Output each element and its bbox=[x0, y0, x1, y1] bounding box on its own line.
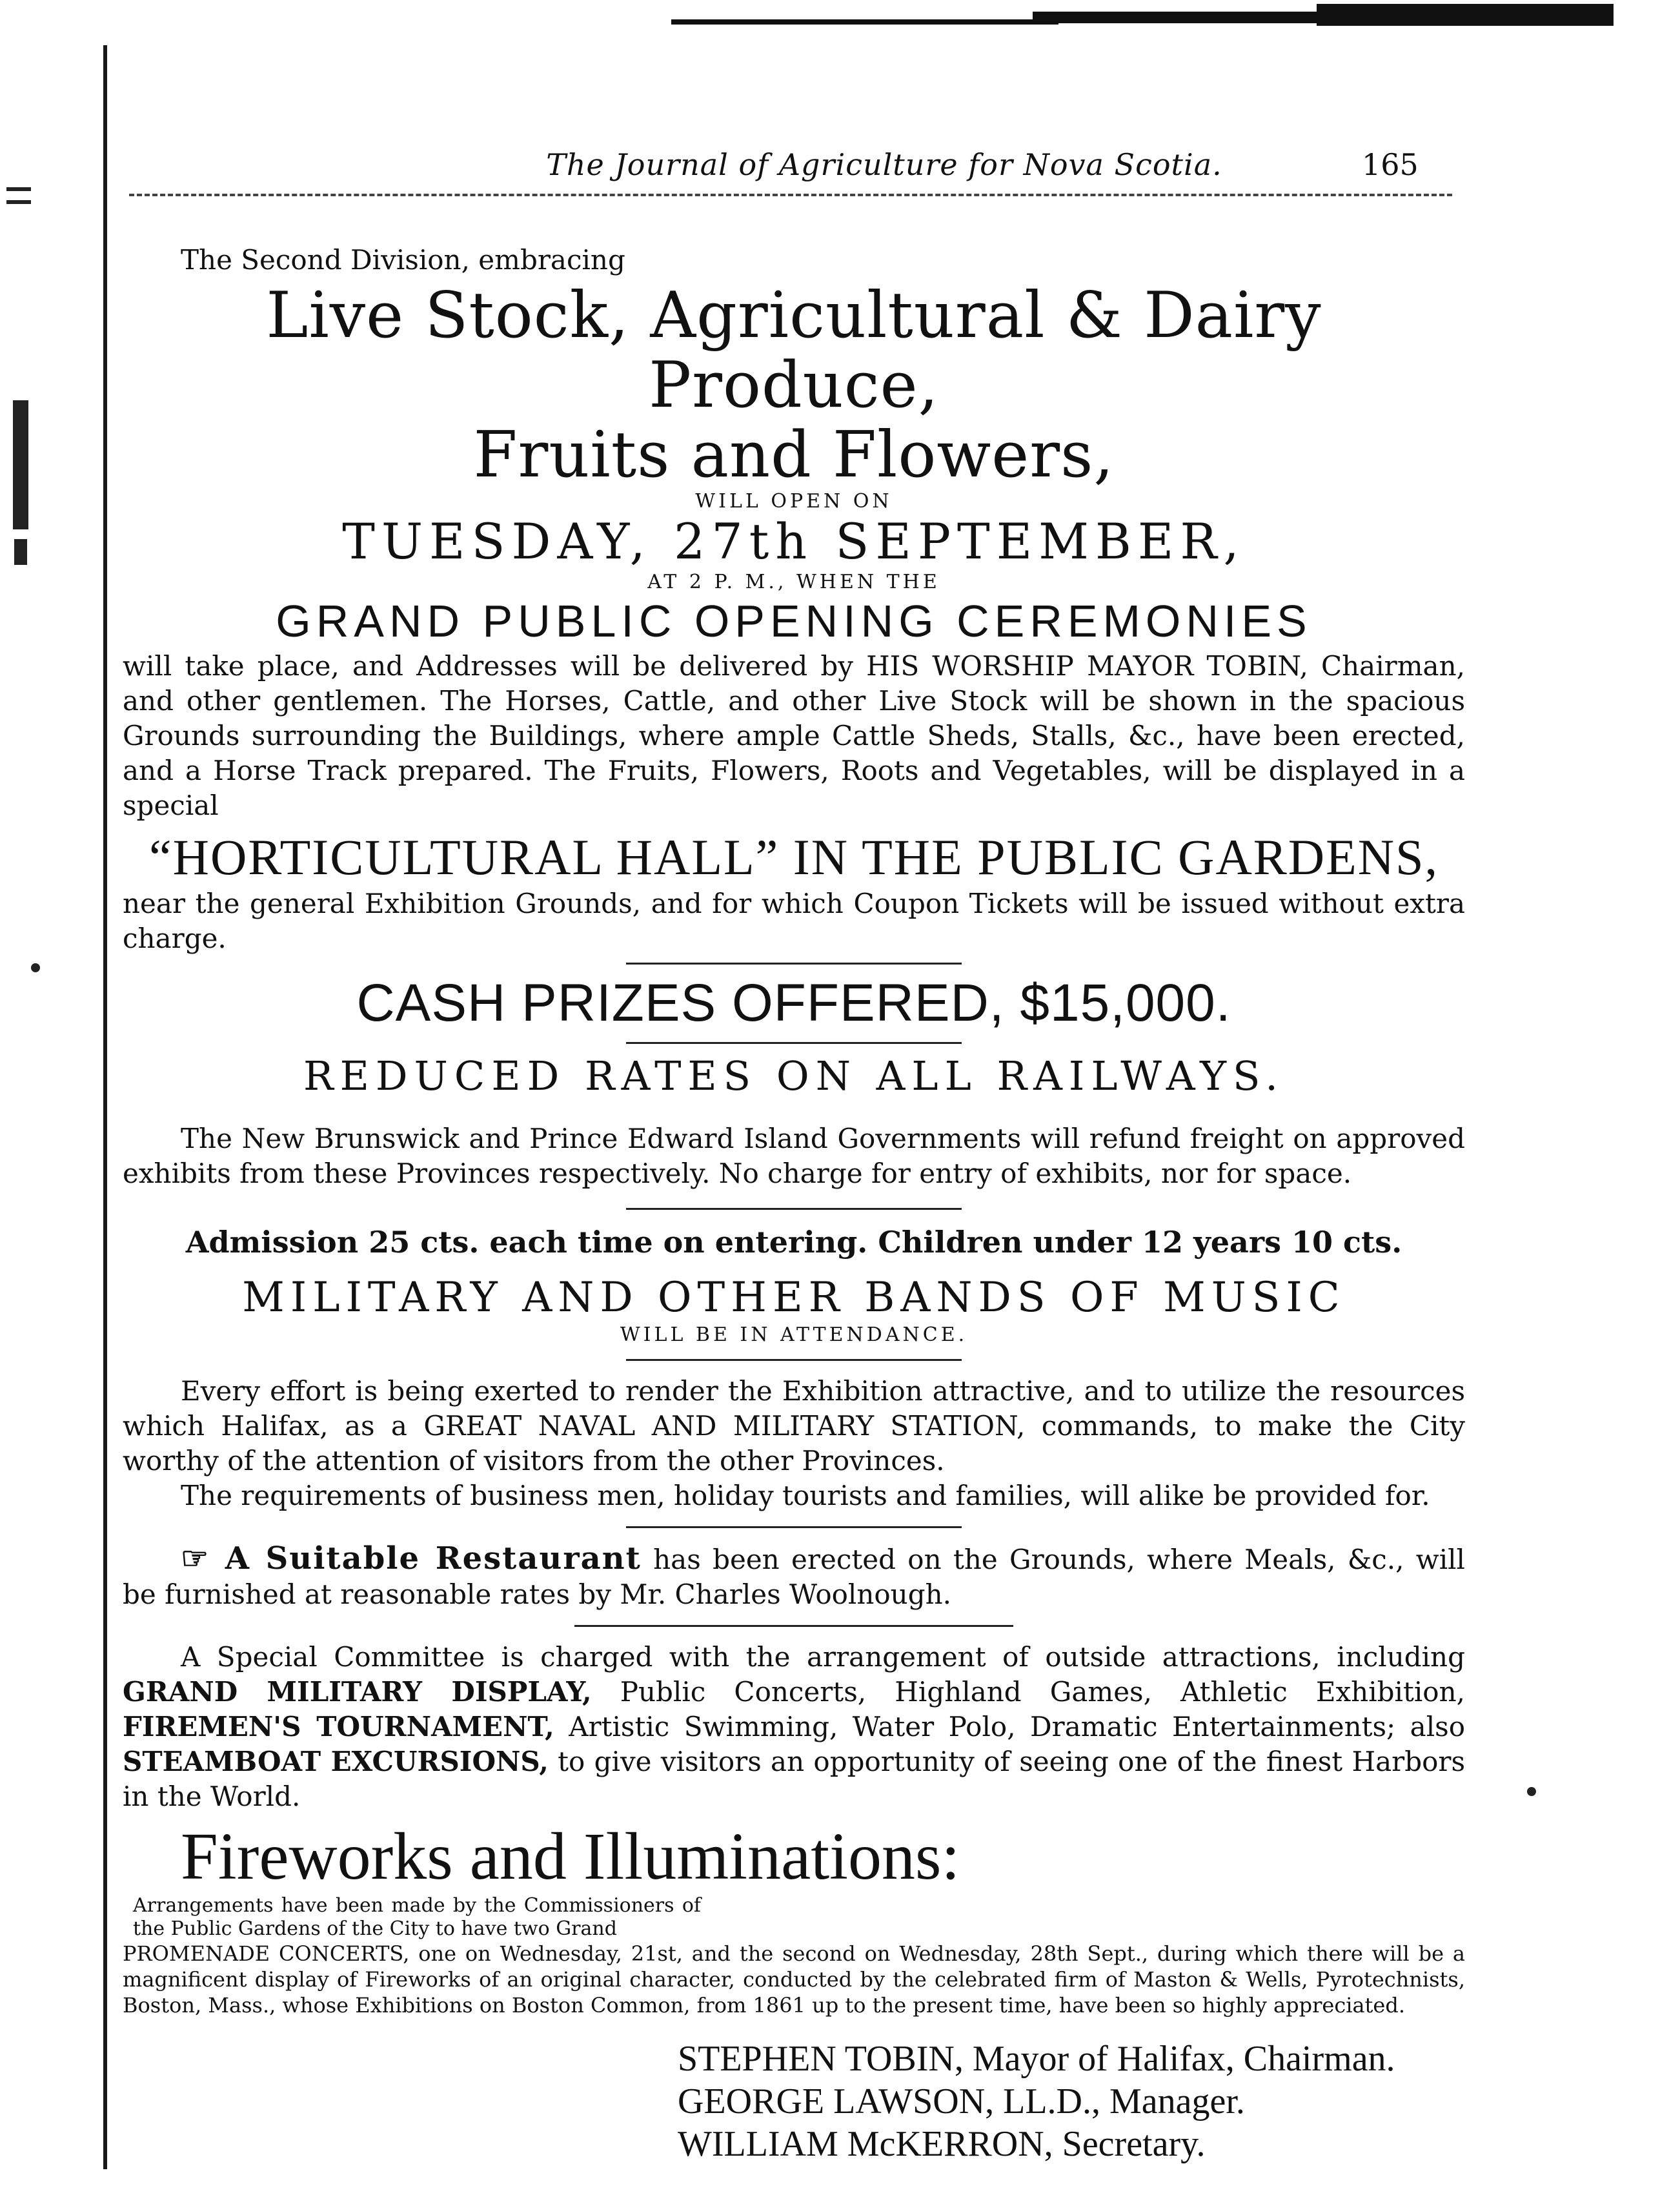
fireworks-text: PROMENADE CONCERTS, one on Wednesday, 21st, and the second on Wednesday, 28th Sept., during which there will be a magnificent display of Fireworks of an original character, conducted by the celebrated firm of Maston & Wells, Pyrotechnists, Boston, Mass., whose Exhibitions on Boston Common, from 1861 up to the present time, have been so highly appreciated. bbox=[123, 1941, 1465, 2017]
committee-text: Public Concerts, Highland Games, Athletic Exhibition, bbox=[620, 1676, 1465, 1708]
resources-paragraph: Every effort is being exerted to render the Exhibition attractive, and to utilize the resources which Halifax, as a GREAT NAVAL AND MILITARY STATION, commands, to make the City worthy of the attention of visitors from the other Provinces. bbox=[123, 1375, 1465, 1476]
committee-paragraph bbox=[123, 1640, 1465, 1814]
reduced-rates-heading: REDUCED RATES ON ALL RAILWAYS. bbox=[303, 1052, 1285, 1099]
margin-mark bbox=[13, 400, 28, 529]
fireworks-side-text: Arrangements have been made by the Commissioners of the Public Gardens of the City to have two Grand bbox=[133, 1894, 701, 1940]
title-line-2: Fruits and Flowers, bbox=[473, 418, 1115, 492]
header-rule bbox=[129, 194, 1452, 196]
page-number: 165 bbox=[1362, 147, 1419, 182]
margin-dot bbox=[1527, 1787, 1536, 1796]
committee-highlight: STEAMBOAT EXCURSIONS, bbox=[123, 1746, 549, 1777]
signature-chairman: STEPHEN TOBIN, Mayor of Halifax, Chairman. bbox=[678, 2039, 1395, 2079]
title-line-1: Live Stock, Agricultural & Dairy Produce, bbox=[266, 279, 1322, 422]
margin-mark bbox=[6, 200, 31, 204]
running-title: The Journal of Agriculture for Nova Scotia. bbox=[546, 147, 1222, 182]
ceremonies-heading: GRAND PUBLIC OPENING CEREMONIES bbox=[276, 596, 1312, 646]
bands-heading: MILITARY AND OTHER BANDS OF MUSIC bbox=[242, 1274, 1346, 1322]
margin-mark bbox=[14, 539, 27, 565]
restaurant-heading: ☞ A Suitable Restaurant bbox=[181, 1540, 642, 1577]
divider bbox=[626, 1208, 962, 1210]
freight-paragraph: The New Brunswick and Prince Edward Island Governments will refund freight on approved exhibits from these Provinces respectively. No charge for entry of exhibits, nor for space. bbox=[123, 1123, 1465, 1189]
margin-mark bbox=[6, 187, 31, 191]
divider bbox=[626, 1042, 962, 1044]
divider bbox=[626, 963, 962, 965]
restaurant-text: has been erected on the Grounds, where Meals, &c., will be furnished at reasonable rates by Mr. Charles Woolnough. bbox=[123, 1544, 1465, 1610]
restaurant-paragraph bbox=[123, 1541, 1465, 1612]
hall-paragraph: near the general Exhibition Grounds, and for which Coupon Tickets will be issued without extra charge. bbox=[123, 888, 1465, 954]
margin-dot bbox=[31, 963, 40, 972]
left-margin-rule bbox=[103, 45, 107, 2169]
committee-highlight: GRAND MILITARY DISPLAY, bbox=[123, 1676, 592, 1708]
divider bbox=[626, 1526, 962, 1528]
committee-highlight: FIREMEN'S TOURNAMENT, bbox=[123, 1711, 554, 1742]
attendance-line: WILL BE IN ATTENDANCE. bbox=[620, 1323, 968, 1346]
scan-edge-artifact bbox=[671, 0, 1614, 34]
admission-line: Admission 25 cts. each time on entering. Children under 12 years 10 cts. bbox=[185, 1225, 1402, 1260]
fireworks-heading: Fireworks and Illuminations: bbox=[181, 1819, 960, 1894]
opening-time: AT 2 P. M., WHEN THE bbox=[647, 571, 940, 593]
committee-text: to give visitors an opportunity of seeing one of the finest Harbors in the World. bbox=[123, 1746, 1466, 1812]
committee-text: Artistic Swimming, Water Polo, Dramatic Entertainments; also bbox=[569, 1711, 1465, 1742]
requirements-paragraph: The requirements of business men, holiday tourists and families, will alike be provided for. bbox=[181, 1480, 1430, 1511]
opening-date: TUESDAY, 27th SEPTEMBER, bbox=[342, 513, 1246, 570]
cash-prizes-heading: CASH PRIZES OFFERED, $15,000. bbox=[356, 974, 1231, 1032]
ceremonies-paragraph: will take place, and Addresses will be delivered by HIS WORSHIP MAYOR TOBIN, Chairman, and other gentlemen. The Horses, Cattle, and other Live Stock will be shown in the spacious Grounds surrounding the Buildings, where ample Cattle Sheds, Stalls, &c., have been erected, and a Horse Track prepared. The Fruits, Flowers, Roots and Vegetables, will be displayed in a special bbox=[123, 650, 1465, 821]
fireworks-section bbox=[123, 1819, 1465, 2018]
divider bbox=[574, 1625, 1013, 1627]
divider bbox=[626, 1359, 962, 1361]
intro-line: The Second Division, embracing bbox=[181, 244, 625, 276]
committee-text: A Special Committee is charged with the arrangement of outside attractions, including bbox=[181, 1641, 1465, 1673]
signature-secretary: WILLIAM McKERRON, Secretary. bbox=[678, 2124, 1206, 2164]
horticultural-hall-heading: “HORTICULTURAL HALL” IN THE PUBLIC GARDENS, bbox=[149, 829, 1439, 885]
will-open-line: WILL OPEN ON bbox=[695, 490, 893, 513]
advertisement-body bbox=[123, 232, 1465, 2165]
signature-manager: GEORGE LAWSON, LL.D., Manager. bbox=[678, 2081, 1245, 2121]
